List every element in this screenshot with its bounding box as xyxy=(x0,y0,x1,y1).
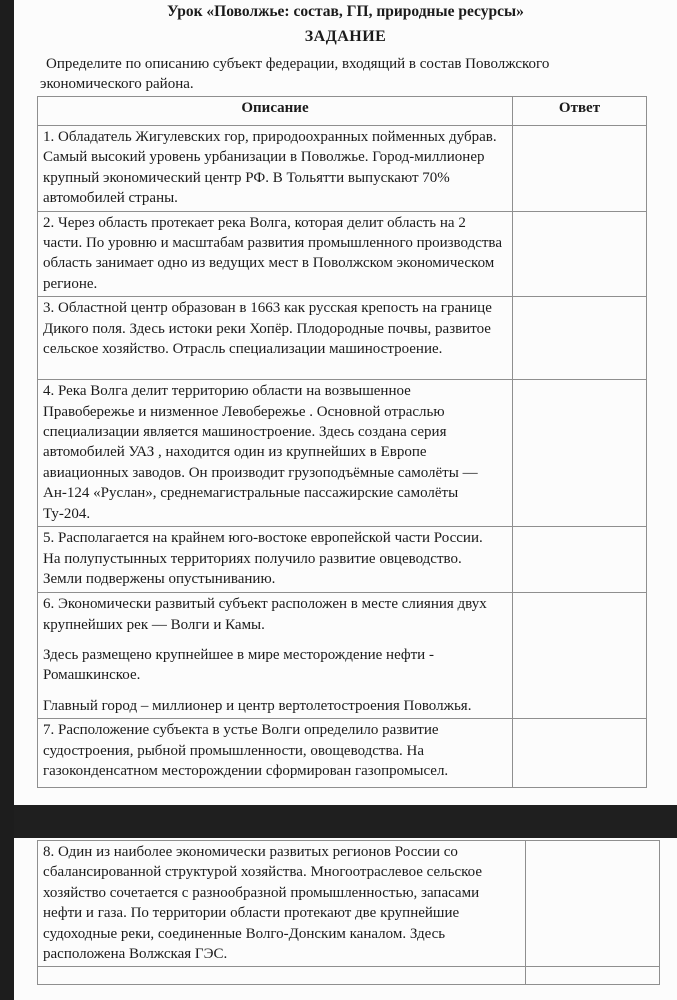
document-page-1 xyxy=(14,0,677,805)
table-row xyxy=(38,841,660,967)
row-description: Главный город – миллионер и центр вертолетостроения Поволжья. xyxy=(43,697,472,714)
row-description: 2. Через область протекает река Волга, которая делит область на 2 части. По уровню и масштабам развития промышленного производства область занимает одно из ведущих мест в Поволжском экономическом регионе. xyxy=(43,214,502,292)
table-row xyxy=(38,527,647,593)
page-break-band xyxy=(0,805,677,838)
table-row xyxy=(38,126,647,212)
row-description: 3. Областной центр образован в 1663 как русская крепость на границе Дикого поля. Здесь истоки реки Хопёр. Плодородные почвы, развитое сельское хозяйство. Отрасль специализации машиностроение. xyxy=(43,300,492,358)
answer-cell[interactable] xyxy=(513,211,647,297)
task-heading: ЗАДАНИЕ xyxy=(304,28,387,45)
column-header-answer: Ответ xyxy=(513,97,647,126)
task-table xyxy=(37,96,647,788)
intro-paragraph: Определите по описанию субъект федерации, входящий в состав Поволжского экономического района. xyxy=(40,56,550,92)
table-row xyxy=(38,719,647,788)
table-header-row xyxy=(38,97,647,126)
row-description: 5. Располагается на крайнем юго-востоке европейской части России. На полупустынных территориях получило развитие овцеводство. Земли подвержены опустыниванию. xyxy=(43,530,483,587)
row-description: Здесь размещено крупнейшее в мире месторождение нефти - Ромашкинское. xyxy=(43,646,434,684)
row-description: 4. Река Волга делит территорию области на возвышенное Правобережье и низменное Левобережье . Основной отраслью специализации является машиностроение. Здесь создана серия автомобилей УАЗ , находится один из крупнейших в Европе авиационных заводов. Он производит грузоподъёмные самолёты — Ан-124 «Руслан», среднемагистральные пассажирские самолёты Ту-204. xyxy=(43,383,478,522)
column-header-description: Описание xyxy=(38,97,513,126)
answer-cell[interactable] xyxy=(526,967,660,985)
answer-cell[interactable] xyxy=(513,126,647,212)
row-description: 8. Один из наиболее экономически развитых регионов России со сбалансированной структурой хозяйства. Многоотраслевое сельское хозяйство сочетается с разнообразной промышленностью, запасами нефти и газа. По территории области протекают две крупнейшие судоходные реки, соединенные Волго-Донским каналом. Здесь расположена Волжская ГЭС. xyxy=(43,844,483,963)
answer-cell[interactable] xyxy=(513,719,647,788)
answer-cell[interactable] xyxy=(526,841,660,967)
table-row xyxy=(38,297,647,380)
table-row xyxy=(38,380,647,527)
answer-cell[interactable] xyxy=(513,380,647,527)
answer-cell[interactable] xyxy=(513,297,647,380)
table-row xyxy=(38,593,647,719)
row-description: 1. Обладатель Жигулевских гор, природоохранных пойменных дубрав. Самый высокий уровень урбанизации в Поволжье. Город-миллионер крупный экономический центр РФ. В Тольятти выпускают 70% автомобилей страны. xyxy=(43,129,497,207)
answer-cell[interactable] xyxy=(513,593,647,719)
viewer-left-edge xyxy=(0,0,14,1000)
table-row xyxy=(38,211,647,297)
row-description: 6. Экономически развитый субъект расположен в месте слияния двух крупнейших рек — Волги и Камы. xyxy=(43,596,487,633)
document-page-2 xyxy=(14,838,677,1000)
task-table-continued xyxy=(37,840,660,985)
answer-cell[interactable] xyxy=(513,527,647,593)
table-row-partial xyxy=(38,967,660,985)
lesson-title: Урок «Поволжье: состав, ГП, природные ресурсы» xyxy=(167,3,524,20)
row-description: 7. Расположение субъекта в устье Волги определило развитие судостроения, рыбной промышленности, овощеводства. На газоконденсатном месторождении сформирован газопромысел. xyxy=(43,722,449,779)
